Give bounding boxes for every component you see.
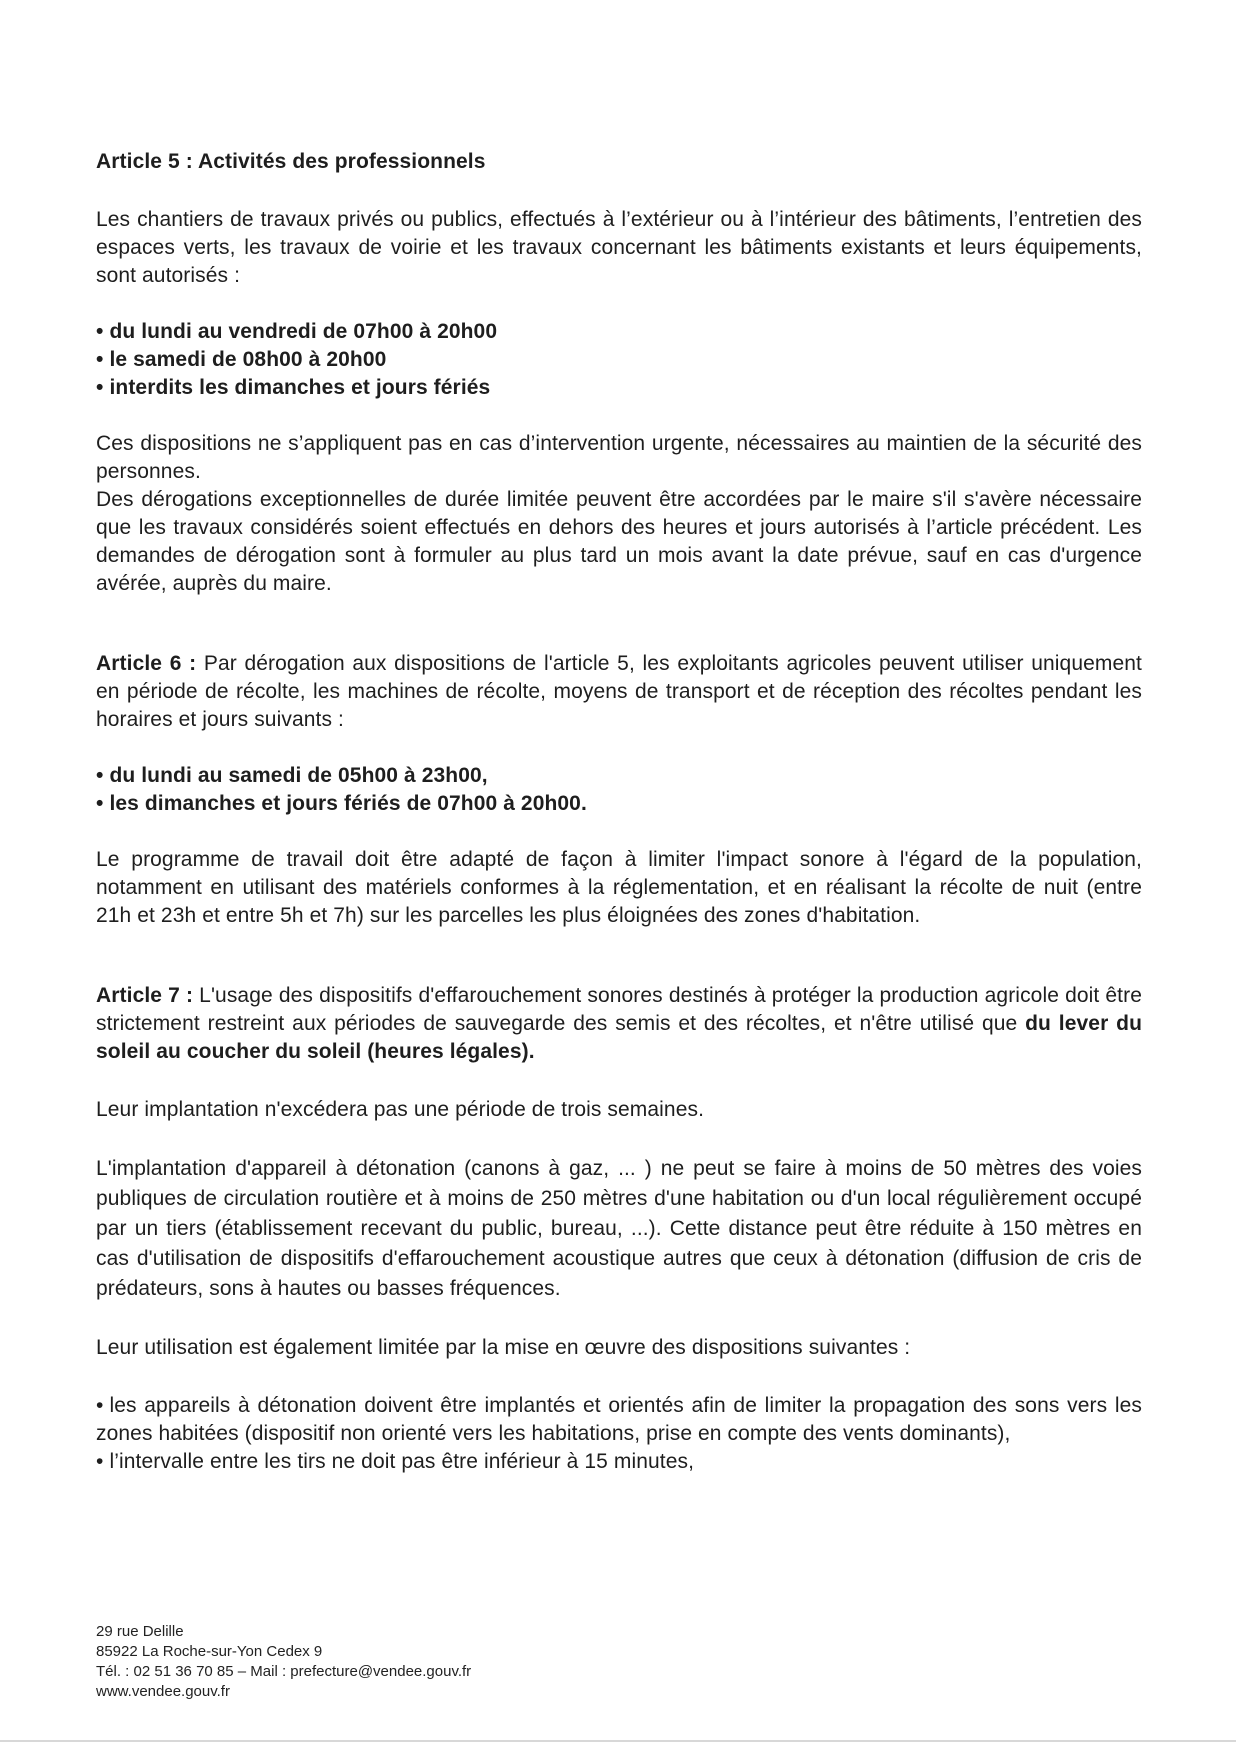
article-7-label: Article 7 : (96, 984, 194, 1007)
article-6-label: Article 6 : (96, 652, 197, 675)
article-7-intro: Article 7 : L'usage des dispositifs d'effarouchement sonores destinés à protéger la production agricole doit être strictement restreint aux périodes de sauvegarde des semis et des récoltes, et n'être utilisé que du lever du soleil au coucher du soleil (heures légales). (96, 984, 1143, 1063)
page-footer (96, 1622, 471, 1702)
bullet-icon: • (96, 348, 104, 371)
footer-contact: Tél. : 02 51 36 70 85 – Mail : prefecture@vendee.gouv.fr (96, 1663, 472, 1680)
article-6 (96, 650, 1142, 930)
bullet-icon: • (96, 792, 104, 815)
article-7-paragraph-2: L'implantation d'appareil à détonation (canons à gaz, ... ) ne peut se faire à moins de 50 mètres des voies publiques de circulation routière et à moins de 250 mètres d'une habitation ou d'un local régulièrement occupé par un tiers (établissement recevant du public, bureau, ...). Cette distance peut être réduite à 150 mètres en cas d'utilisation de dispositifs d'effarouchement acoustique autres que ceux à détonation (diffusion de cris de prédateurs, sons à hautes ou basses fréquences. (96, 1157, 1142, 1300)
list-item: • le samedi de 08h00 à 20h00 (96, 346, 1142, 374)
article-5-schedule-list (96, 318, 1142, 402)
article-5-intro: Les chantiers de travaux privés ou publics, effectués à l’extérieur ou à l’intérieur des bâtiments, l’entretien des espaces verts, les travaux de voirie et les travaux concernant les bâtiments existants et leurs équipements, sont autorisés : (96, 208, 1142, 287)
article-5-paragraph-1: Ces dispositions ne s’appliquent pas en cas d’intervention urgente, nécessaires au maintien de la sécurité des personnes. (96, 432, 1142, 483)
bullet-icon: • (96, 1394, 104, 1417)
article-5-paragraph-2: Des dérogations exceptionnelles de durée limitée peuvent être accordées par le maire s'il s'avère nécessaire que les travaux considérés soient effectués en dehors des heures et jours autorisés à l’article précédent. Les demandes de dérogation sont à formuler au plus tard un mois avant la date prévue, sauf en cas d'urgence avérée, auprès du maire. (96, 488, 1142, 595)
list-item: • les appareils à détonation doivent être implantés et orientés afin de limiter la propagation des sons vers les zones habitées (dispositif non orienté vers les habitations, prise en compte des vents dominants), (96, 1394, 1142, 1445)
article-5 (96, 148, 1142, 598)
footer-website: www.vendee.gouv.fr (96, 1683, 230, 1700)
document-body (96, 148, 1142, 1476)
article-6-intro: Article 6 : Par dérogation aux dispositions de l'article 5, les exploitants agricoles peuvent utiliser uniquement en période de récolte, les machines de récolte, moyens de transport et de réception des récoltes pendant les horaires et jours suivants : (96, 652, 1142, 731)
article-7-paragraph-3: Leur utilisation est également limitée par la mise en œuvre des dispositions suivantes : (96, 1336, 911, 1359)
list-item: • l’intervalle entre les tirs ne doit pas être inférieur à 15 minutes, (96, 1448, 1142, 1476)
bullet-icon: • (96, 764, 104, 787)
bullet-icon: • (96, 376, 104, 399)
list-item: • interdits les dimanches et jours fériés (96, 374, 1142, 402)
article-6-paragraph-1: Le programme de travail doit être adapté de façon à limiter l'impact sonore à l'égard de la population, notamment en utilisant des matériels conformes à la réglementation, et en réalisant la récolte de nuit (entre 21h et 23h et entre 5h et 7h) sur les parcelles les plus éloignées des zones d'habitation. (96, 848, 1142, 927)
list-item: • du lundi au vendredi de 07h00 à 20h00 (96, 318, 1142, 346)
article-7 (96, 982, 1142, 1476)
list-item: • les dimanches et jours fériés de 07h00 à 20h00. (96, 790, 1142, 818)
footer-street: 29 rue Delille (96, 1623, 184, 1640)
article-6-schedule-list (96, 762, 1142, 818)
bullet-icon: • (96, 320, 104, 343)
article-5-heading: Article 5 : Activités des professionnels (96, 150, 486, 173)
article-7-paragraph-1: Leur implantation n'excédera pas une période de trois semaines. (96, 1098, 705, 1121)
article-7-hours-emphasis: du lever du soleil au coucher du soleil (heures légales). (96, 1012, 1143, 1063)
article-7-provisions-list (96, 1392, 1142, 1476)
list-item: • du lundi au samedi de 05h00 à 23h00, (96, 762, 1142, 790)
page-bottom-edge (0, 1740, 1236, 1742)
footer-city: 85922 La Roche-sur-Yon Cedex 9 (96, 1643, 323, 1660)
bullet-icon: • (96, 1450, 104, 1473)
